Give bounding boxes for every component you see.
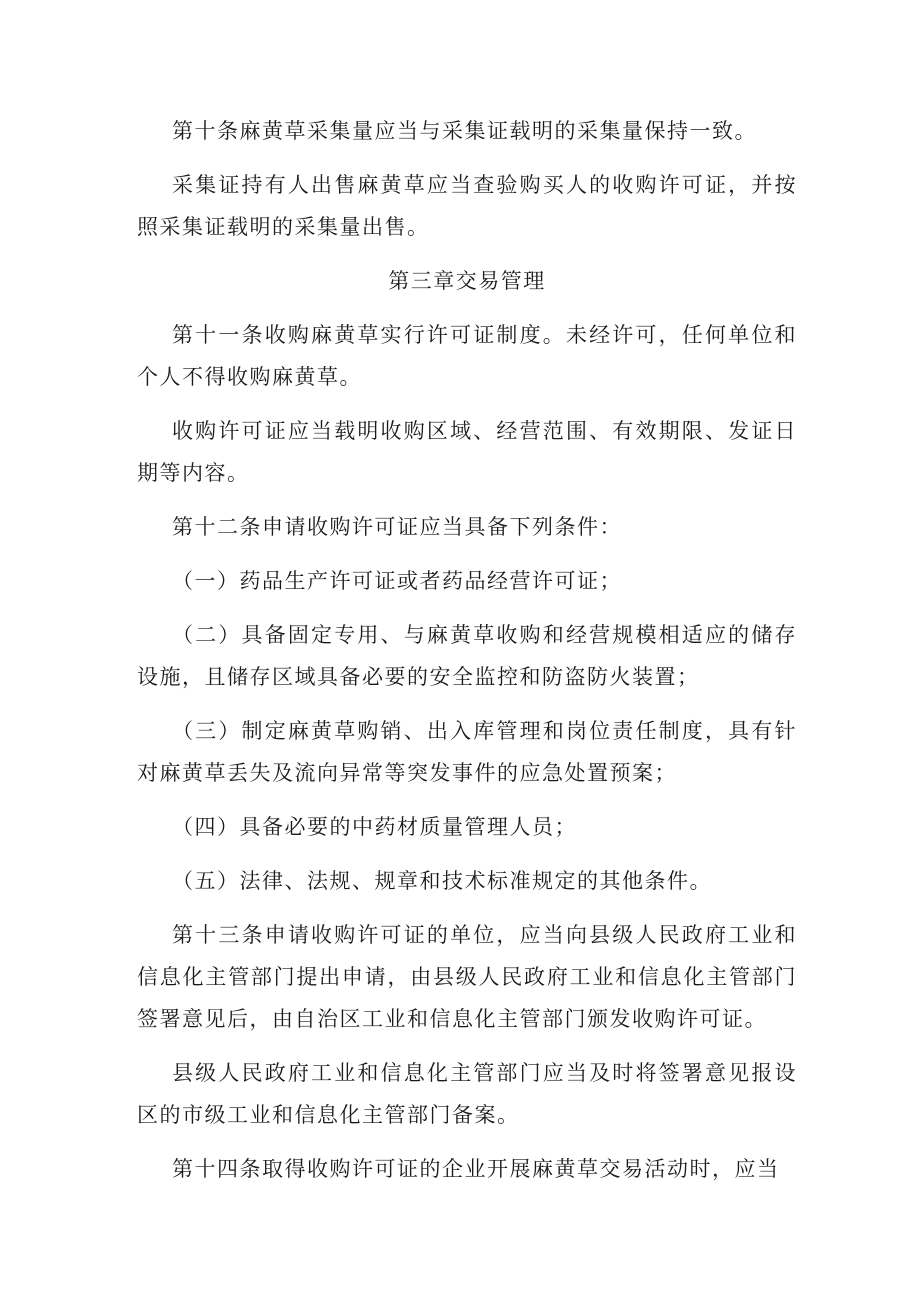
- document-body: [137, 110, 797, 1202]
- article-13: 第十三条申请收购许可证的单位，应当向县级人民政府工业和信息化主管部门提出申请，由县级人民政府工业和信息化主管部门签署意见后，由自治区工业和信息化主管部门颁发收购许可证。: [137, 923, 797, 1031]
- article-11-clause-2: 收购许可证应当载明收购区域、经营范围、有效期限、发证日期等内容。: [137, 419, 797, 485]
- article-12-item-3: （三）制定麻黄草购销、出入库管理和岗位责任制度，具有针对麻黄草丢失及流向异常等突发事件的应急处置预案；: [137, 719, 797, 785]
- article-12-item-2: （二）具备固定专用、与麻黄草收购和经营规模相适应的储存设施，且储存区域具备必要的安全监控和防盗防火装置；: [137, 623, 797, 689]
- article-11: 第十一条收购麻黄草实行许可证制度。未经许可，任何单位和个人不得收购麻黄草。: [137, 323, 797, 389]
- article-12-item-5: （五）法律、法规、规章和技术标准规定的其他条件。: [172, 869, 712, 893]
- article-10-clause-2: 采集证持有人出售麻黄草应当查验购买人的收购许可证，并按照采集证载明的采集量出售。: [137, 173, 797, 239]
- article-14: 第十四条取得收购许可证的企业开展麻黄草交易活动时，应当: [172, 1157, 780, 1181]
- article-12: 第十二条申请收购许可证应当具备下列条件：: [172, 515, 622, 539]
- article-12-item-1: （一）药品生产许可证或者药品经营许可证；: [172, 569, 622, 593]
- chapter-3-heading: 第三章交易管理: [388, 269, 546, 293]
- article-10: 第十条麻黄草采集量应当与采集证载明的采集量保持一致。: [172, 119, 757, 143]
- article-13-clause-2: 县级人民政府工业和信息化主管部门应当及时将签署意见报设区的市级工业和信息化主管部门备案。: [137, 1061, 797, 1127]
- article-12-item-4: （四）具备必要的中药材质量管理人员；: [172, 815, 577, 839]
